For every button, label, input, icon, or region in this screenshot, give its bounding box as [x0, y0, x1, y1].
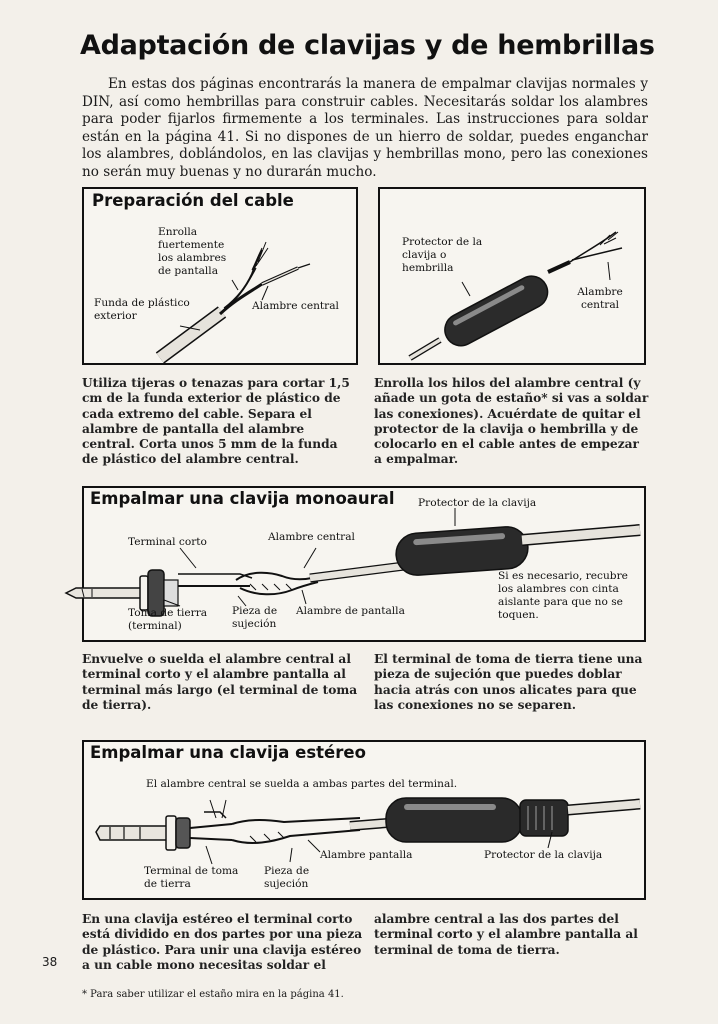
- label-stereo-top: El alambre central se suelda a ambas partes del terminal.: [146, 778, 458, 790]
- text-stereo-left: En una clavija estéreo el terminal corto está dividido en dos partes por una pieza de plástico. Para unir una clavija estéreo a un cable mono necesitas soldar el: [82, 912, 363, 972]
- label-shield-wire: Alambre de pantalla: [296, 605, 405, 617]
- label-stereo-ground: Terminal de toma de tierra: [144, 865, 239, 890]
- text-stereo-right: alambre central a las dos partes del terminal corto y el alambre pantalla al terminal de toma de tierra.: [374, 912, 638, 957]
- label-tape-note: Si es necesario, recubre los alambres con cinta aislante para que no se toquen.: [498, 570, 628, 621]
- section-title-cable-prep: Preparación del cable: [88, 191, 298, 210]
- label-ground-terminal: Toma de tierra (terminal): [128, 607, 208, 632]
- intro-paragraph: En estas dos páginas encontrarás la manera de empalmar clavijas normales y DIN, así como hembrillas para construir cables. Necesitarás soldar los alambres para poder fijarlos firmemente a los terminales. Las instrucciones para soldar están en la página 41. Si no dispones de un hierro de soldar, puedes enganchar los alambres, doblándolos, en las clavijas y hembrillas mono, pero las conexiones no serán muy buenas y no durarán mucho.: [82, 76, 648, 180]
- section-title-stereo-plug: Empalmar una clavija estéreo: [86, 743, 370, 762]
- text-cable-prep-left: Utiliza tijeras o tenazas para cortar 1,5 cm de la funda exterior de plástico de cada extremo del cable. Separa el alambre de pantalla del alambre central. Corta unos 5 mm de la funda de plástico del alambre central.: [82, 376, 350, 467]
- text-mono-right: El terminal de toma de tierra tiene una pieza de sujeción que puedes doblar hacia atrás con unos alicates para que las conexiones no se separen.: [374, 652, 643, 712]
- page-title: Adaptación de clavijas y de hembrillas: [80, 30, 655, 61]
- label-stereo-protector: Protector de la clavija: [484, 849, 603, 861]
- text-cable-prep-right: Enrolla los hilos del alambre central (y añade un gota de estaño* si vas a soldar las conexiones). Acuérdate de quitar el protector de la clavija o hembrilla y de colocarlo en el cable antes de empezar a empalmar.: [374, 376, 649, 467]
- footnote: * Para saber utilizar el estaño mira en la página 41.: [82, 989, 344, 1000]
- text-mono-left: Envuelve o suelda el alambre central al terminal corto y el alambre pantalla al terminal más largo (el terminal de toma de tierra).: [82, 652, 358, 712]
- label-protector: Protector de la clavija o hembrilla: [402, 236, 483, 274]
- label-stereo-shield: Alambre pantalla: [320, 849, 413, 861]
- label-central-wire: Alambre central: [252, 300, 339, 312]
- label-twist-shield: Enrolla fuertemente los alambres de pantalla: [158, 226, 227, 277]
- label-outer-sheath: Funda de plástico exterior: [94, 297, 190, 322]
- label-clamp: Pieza de sujeción: [232, 605, 278, 630]
- label-central-wire-right: Alambre central: [577, 286, 623, 311]
- label-short-terminal: Terminal corto: [128, 536, 207, 548]
- label-central-wire-mono: Alambre central: [268, 531, 355, 543]
- page-number: 38: [42, 955, 58, 969]
- label-stereo-clamp: Pieza de sujeción: [264, 865, 310, 890]
- section-title-mono-plug: Empalmar una clavija monoaural: [86, 489, 399, 508]
- label-plug-protector: Protector de la clavija: [418, 497, 537, 509]
